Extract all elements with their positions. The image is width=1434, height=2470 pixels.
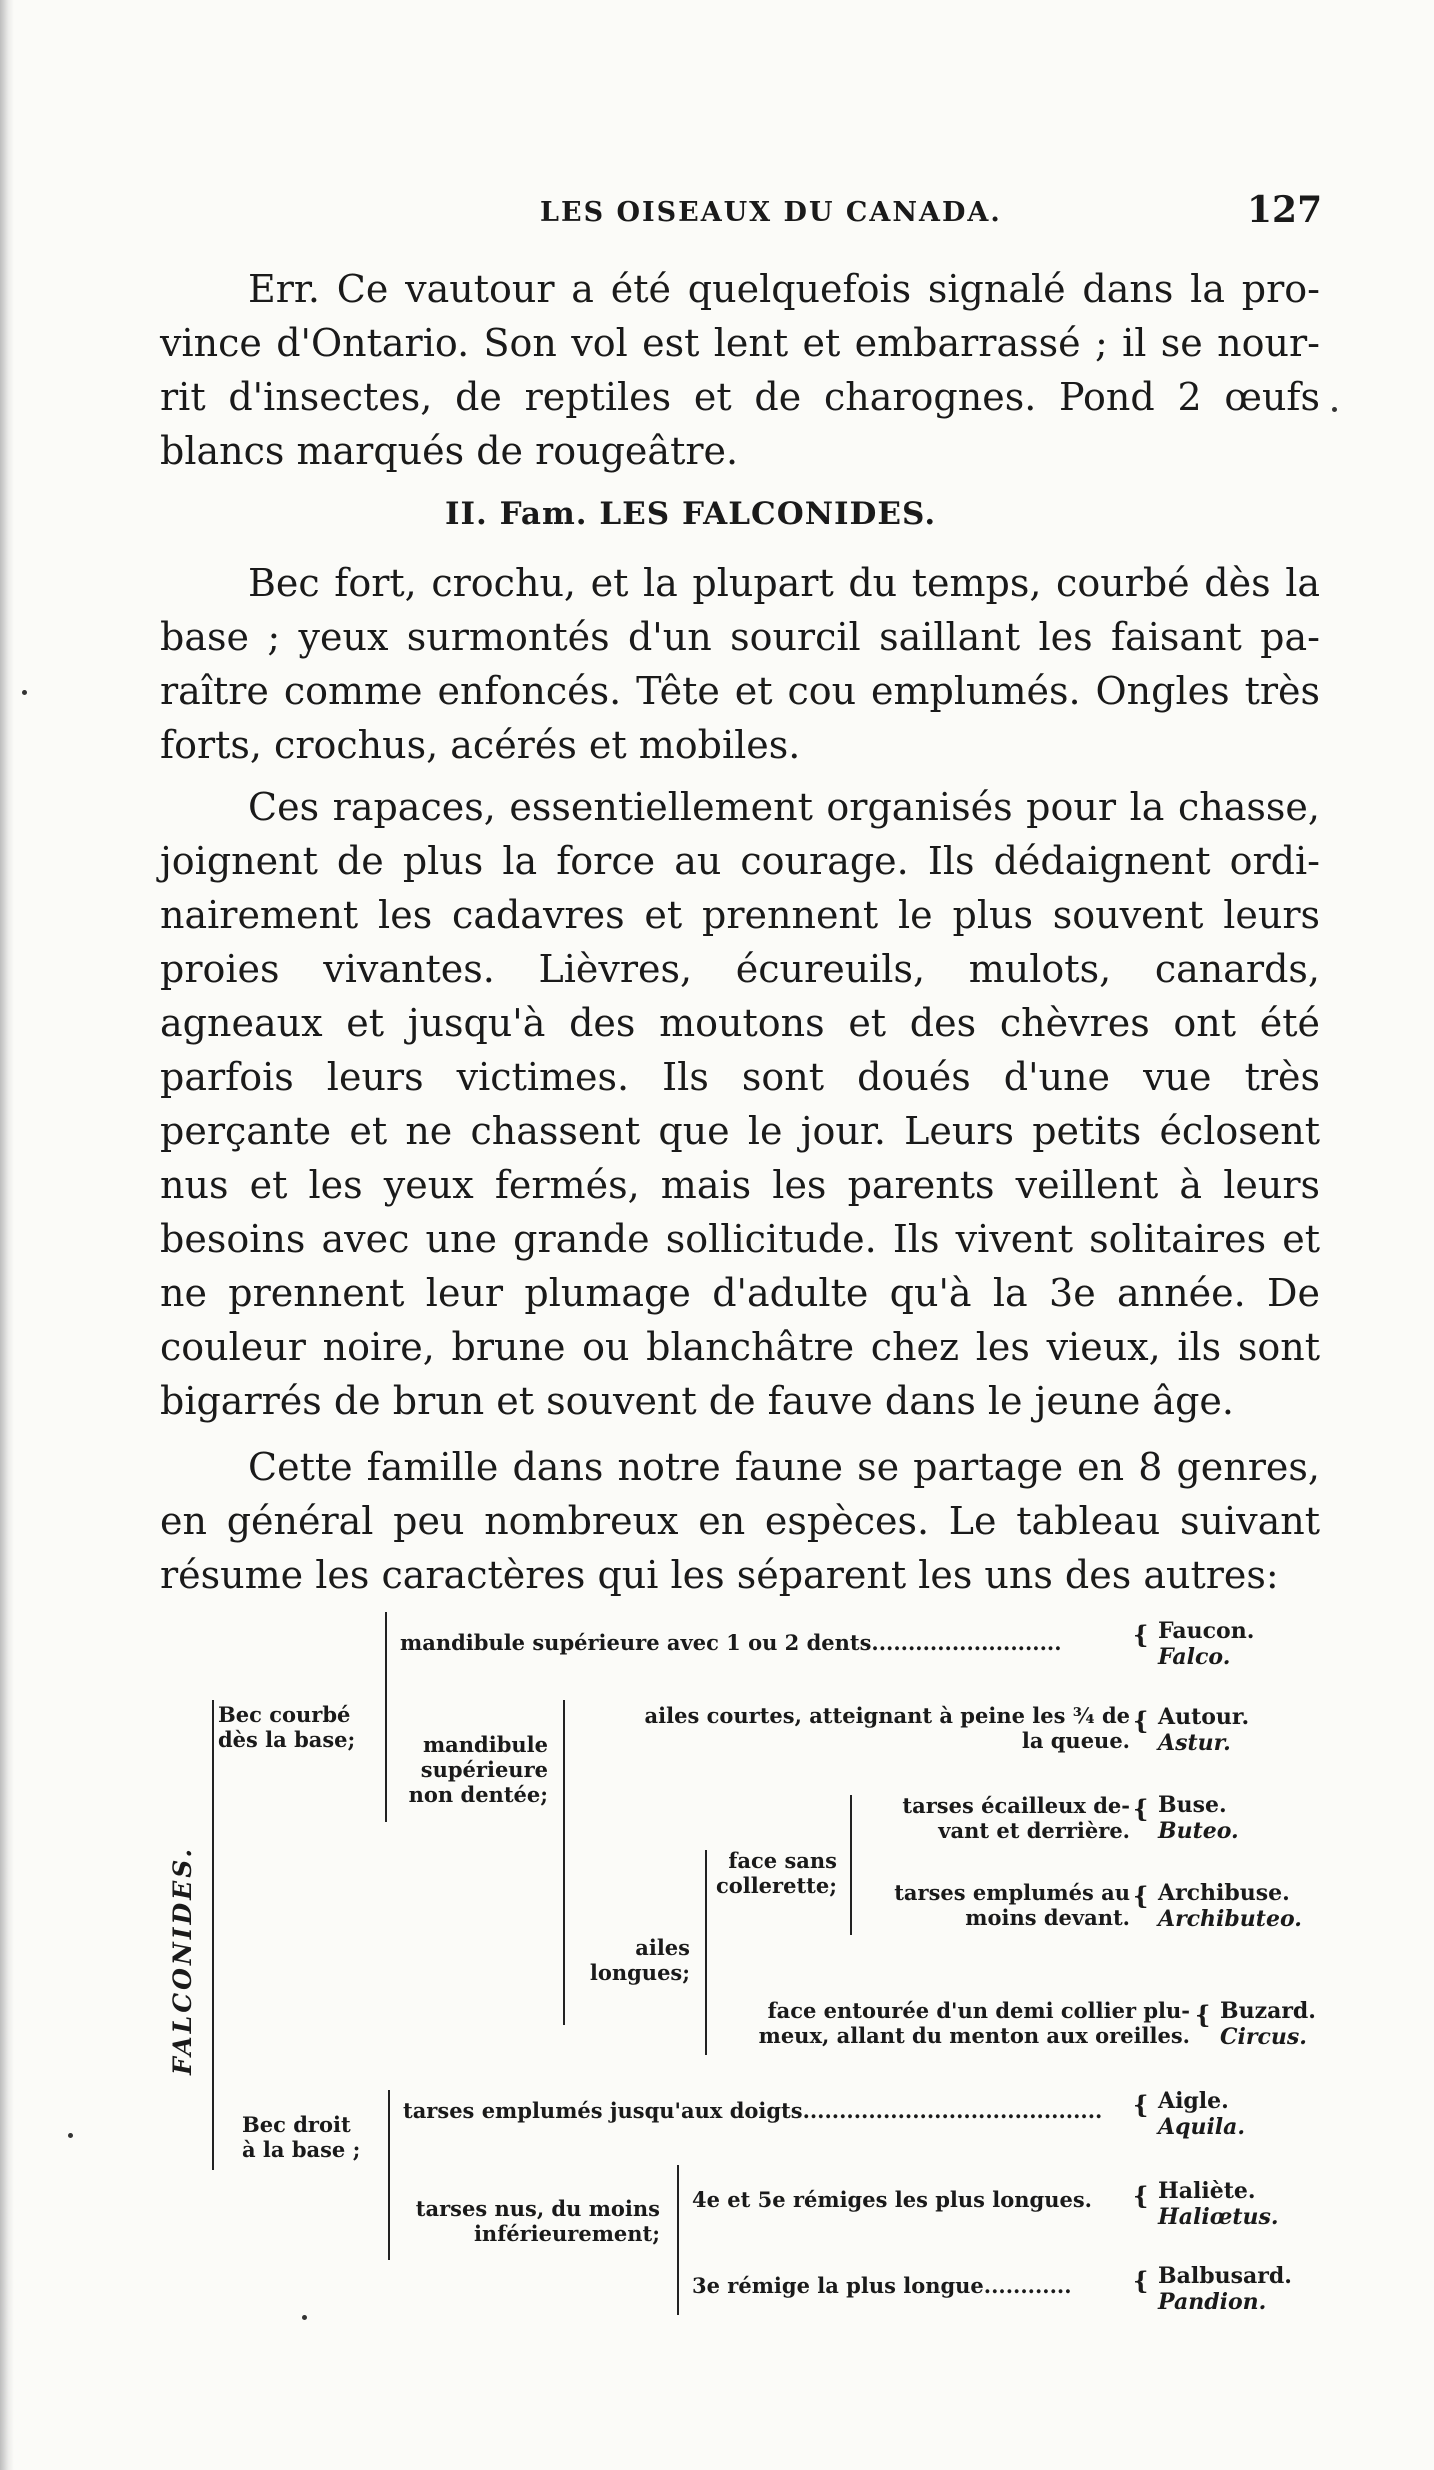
key-remige-3: 3e rémige la plus longue............ xyxy=(692,2273,1072,2298)
brace-circus: { xyxy=(1195,2000,1211,2029)
brace-tarses-nus xyxy=(677,2165,679,2315)
key-face-sans: face sans collerette; xyxy=(715,1848,837,1898)
family-heading: II. Fam. LES FALCONIDES. xyxy=(445,496,937,532)
key-mandibule-dentee: mandibule supérieure avec 1 ou 2 dents.......................... xyxy=(400,1630,1062,1655)
brace-family xyxy=(212,1700,214,2170)
key-family-label: FALCONIDES. xyxy=(168,1845,197,2075)
brace-pandion: { xyxy=(1133,2266,1149,2295)
brace-bec-droit xyxy=(388,2090,390,2260)
page-number: 127 xyxy=(1247,189,1323,231)
scan-left-edge xyxy=(0,0,14,2470)
brace-face-sans xyxy=(850,1795,852,1935)
genus-falco: Faucon. Falco. xyxy=(1158,1618,1255,1670)
brace-astur: { xyxy=(1133,1706,1149,1735)
key-ailes-longues: ailes longues; xyxy=(589,1935,690,1985)
paragraph-err: Err. Ce vautour a été quelquefois signalé dans la pro- vince d'Ontario. Son vol est lent et embarrassé ; il se nour- rit d'insectes, de reptiles et de charognes. Pond 2 œufs blancs marqués de rougeâtre. xyxy=(160,267,1320,473)
paragraph-genera-intro: Cette famille dans notre faune se partage en 8 genres, en général peu nombreux en espèces. Le tableau suivant résume les caractères qui les séparent les uns des autres: xyxy=(160,1445,1320,1597)
key-face-entouree: face entourée d'un demi collier plu- meux, allant du menton aux oreilles. xyxy=(758,1998,1190,2048)
genus-circus: Buzard. Circus. xyxy=(1220,1998,1316,2050)
brace-ailes-longues xyxy=(705,1850,707,2055)
brace-bec-courbe xyxy=(385,1612,387,1822)
genus-astur: Autour. Astur. xyxy=(1158,1704,1250,1756)
genus-aquila: Aigle. Aquila. xyxy=(1158,2088,1246,2140)
brace-buteo: { xyxy=(1133,1794,1149,1823)
print-speck xyxy=(302,2315,307,2320)
key-ailes-courtes: ailes courtes, atteignant à peine les ¾ de la queue. xyxy=(644,1703,1130,1753)
paragraph-habits: Ces rapaces, essentiellement organisés pour la chasse, joignent de plus la force au courage. Ils dédaignent ordi- nairement les cadavres et prennent le plus souvent leurs proies vivantes. Lièvres, écureuils, mulots, canards, agneaux et jusqu'à des moutons et des chèvres ont été parfois leurs victimes. Ils sont doués d'une vue très perçante et ne chassent que le jour. Leurs petits éclosent nus et les yeux fermés, mais les parents veillent à leurs besoins avec une grande sollicitude. Ils vivent solitaires et ne prennent leur plumage d'adulte qu'à la 3e année. De couleur noire, brune ou blanchâtre chez les vieux, ils sont bigarrés de brun et souvent de fauve dans le jeune âge. xyxy=(160,785,1320,1423)
genus-archibuteo: Archibuse. Archibuteo. xyxy=(1158,1880,1302,1932)
key-mandibule-non-dentee: mandibule supérieure non dentée; xyxy=(408,1732,548,1807)
genus-buteo: Buse. Buteo. xyxy=(1158,1792,1239,1844)
genus-haliaetus: Haliète. Haliœtus. xyxy=(1158,2178,1279,2230)
key-tarses-emplumes-doigts: tarses emplumés jusqu'aux doigts......................................... xyxy=(403,2098,1103,2123)
brace-mandibule-non-dentee xyxy=(563,1700,565,2025)
running-title: LES OISEAUX DU CANADA. xyxy=(540,197,1002,228)
print-speck xyxy=(68,2133,73,2138)
key-tarses-nus: tarses nus, du moins inférieurement; xyxy=(415,2196,660,2246)
brace-archibuteo: { xyxy=(1133,1881,1149,1910)
brace-falco: { xyxy=(1133,1620,1149,1649)
key-bec-droit: Bec droit à la base ; xyxy=(242,2112,361,2162)
print-speck xyxy=(1332,407,1337,412)
brace-haliaetus: { xyxy=(1133,2181,1149,2210)
key-tarses-emplumes-devant: tarses emplumés au moins devant. xyxy=(894,1880,1130,1930)
genus-pandion: Balbusard. Pandion. xyxy=(1158,2263,1292,2315)
key-bec-courbe: Bec courbé dès la base; xyxy=(218,1702,356,1752)
brace-aquila: { xyxy=(1133,2090,1149,2119)
key-tarses-ecailleux: tarses écailleux de- vant et derrière. xyxy=(902,1793,1130,1843)
print-speck xyxy=(22,690,27,695)
key-remiges-4-5: 4e et 5e rémiges les plus longues. xyxy=(692,2187,1092,2212)
paragraph-description: Bec fort, crochu, et la plupart du temps, courbé dès la base ; yeux surmontés d'un sourcil saillant les faisant pa- raître comme enfoncés. Tête et cou emplumés. Ongles très forts, crochus, acérés et mobiles. xyxy=(160,561,1320,767)
